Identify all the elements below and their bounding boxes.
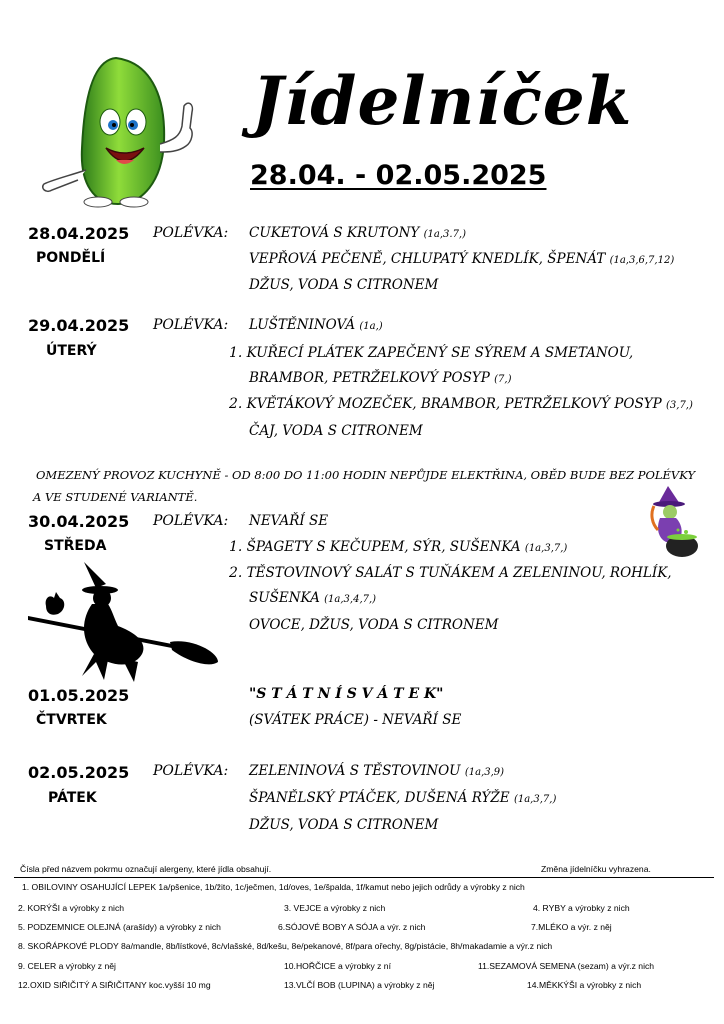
page-title: Jídelníček (252, 62, 633, 140)
day-date: 29.04.2025 (28, 316, 130, 335)
kitchen-notice: A VE STUDENÉ VARIANTĚ. (33, 490, 198, 504)
menu-line: CUKETOVÁ S KRUTONY (1a,3.7,) (249, 225, 467, 241)
menu-line: DŽUS, VODA S CITRONEM (249, 817, 439, 833)
menu-line: 2. KVĚTÁKOVÝ MOZEČEK, BRAMBOR, PETRŽELKOVÝ POSYP (3,7,) (229, 396, 693, 412)
allergen-item: 8. SKOŘÁPKOVÉ PLODY 8a/mandle, 8b/lístkové, 8c/vlašské, 8d/kešu, 8e/pekanové, 8f/para ořechy, 8g/pistácie, 8h/makadamie a výr.z nich (18, 941, 553, 951)
soup-label: POLÉVKA: (153, 317, 229, 333)
menu-line: VEPŘOVÁ PEČENĚ, CHLUPATÝ KNEDLÍK, ŠPENÁT (1a,3,6,7,12) (249, 251, 675, 267)
kitchen-notice: OMEZENÝ PROVOZ KUCHYNĚ - OD 8:00 DO 11:00 HODIN NEPŮJDE ELEKTŘINA, OBĚD BUDE BEZ POLÉVKY (36, 468, 696, 482)
menu-line: SUŠENKA (1a,3,4,7,) (249, 590, 377, 606)
footer-divider (14, 877, 714, 878)
witch-silhouette-icon (22, 558, 222, 688)
allergen-item: 6.SÓJOVÉ BOBY A SÓJA a výr. z nich (278, 922, 426, 932)
menu-line: ZELENINOVÁ S TĚSTOVINOU (1a,3,9) (249, 763, 505, 779)
soup-label: POLÉVKA: (153, 225, 229, 241)
allergen-item: 9. CELER a výrobky z něj (18, 961, 116, 971)
menu-line: NEVAŘÍ SE (249, 513, 329, 529)
day-name: PÁTEK (48, 790, 97, 806)
allergen-item: 4. RYBY a výrobky z nich (533, 903, 630, 913)
menu-line: 1. KUŘECÍ PLÁTEK ZAPEČENÝ SE SÝREM A SMETANOU, (229, 345, 634, 361)
allergen-item: 13.VLČÍ BOB (LUPINA) a výrobky z něj (284, 980, 435, 990)
allergen-item: 1. OBILOVINY OSAHUJÍCÍ LEPEK 1a/pšenice, 1b/žito, 1c/ječmen, 1d/oves, 1e/špalda, 1f/kamut nebo jejich odrůdy a výrobky z nich (22, 882, 525, 892)
menu-line: DŽUS, VODA S CITRONEM (249, 277, 439, 293)
menu-line: LUŠTĚNINOVÁ (1a,) (249, 317, 383, 333)
allergen-item: 3. VEJCE a výrobky z nich (284, 903, 386, 913)
day-date: 02.05.2025 (28, 763, 130, 782)
allergen-item: 10.HOŘČICE a výrobky z ní (284, 961, 391, 971)
allergen-note: Čísla před názvem pokrmu označují alergeny, které jídla obsahují. (20, 864, 272, 874)
change-note: Změna jídelníčku vyhrazena. (541, 864, 651, 874)
soup-label: POLÉVKA: (153, 513, 229, 529)
menu-line: 2. TĚSTOVINOVÝ SALÁT S TUŇÁKEM A ZELENINOU, ROHLÍK, (229, 565, 672, 581)
menu-line: ČAJ, VODA S CITRONEM (249, 423, 423, 439)
day-date: 30.04.2025 (28, 512, 130, 531)
menu-line: OVOCE, DŽUS, VODA S CITRONEM (249, 617, 499, 633)
allergen-item: 14.MĚKKÝŠI a výrobky z nich (527, 980, 642, 990)
allergen-item: 5. PODZEMNICE OLEJNÁ (arašídy) a výrobky z nich (18, 922, 221, 932)
menu-line: BRAMBOR, PETRŽELKOVÝ POSYP (7,) (249, 370, 512, 386)
soup-label: POLÉVKA: (153, 763, 229, 779)
day-name: ÚTERÝ (46, 343, 97, 359)
allergen-item: 7.MLÉKO a výr. z něj (531, 922, 612, 932)
cucumber-mascot-icon (38, 52, 196, 210)
day-date: 01.05.2025 (28, 686, 130, 705)
day-name: STŘEDA (44, 538, 107, 554)
day-date: 28.04.2025 (28, 224, 130, 243)
allergen-item: 2. KORÝŠI a výrobky z nich (18, 903, 125, 913)
day-name: ČTVRTEK (36, 712, 107, 728)
menu-line: 1. ŠPAGETY S KEČUPEM, SÝR, SUŠENKA (1a,3,7,) (229, 539, 568, 555)
witch-cauldron-icon (646, 484, 702, 560)
day-name: PONDĚLÍ (36, 250, 106, 266)
holiday-title: "S T Á T N Í S V Á T E K" (249, 686, 444, 702)
date-range: 28.04. - 02.05.2025 (250, 160, 547, 191)
menu-line: ŠPANĚLSKÝ PTÁČEK, DUŠENÁ RÝŽE (1a,3,7,) (249, 790, 557, 806)
menu-line: (SVÁTEK PRÁCE) - NEVAŘÍ SE (249, 712, 462, 728)
allergen-item: 12.OXID SIŘIČITÝ A SIŘIČITANY koc.vyšší 10 mg (18, 980, 211, 990)
allergen-item: 11.SEZAMOVÁ SEMENA (sezam) a výr.z nich (478, 961, 655, 971)
